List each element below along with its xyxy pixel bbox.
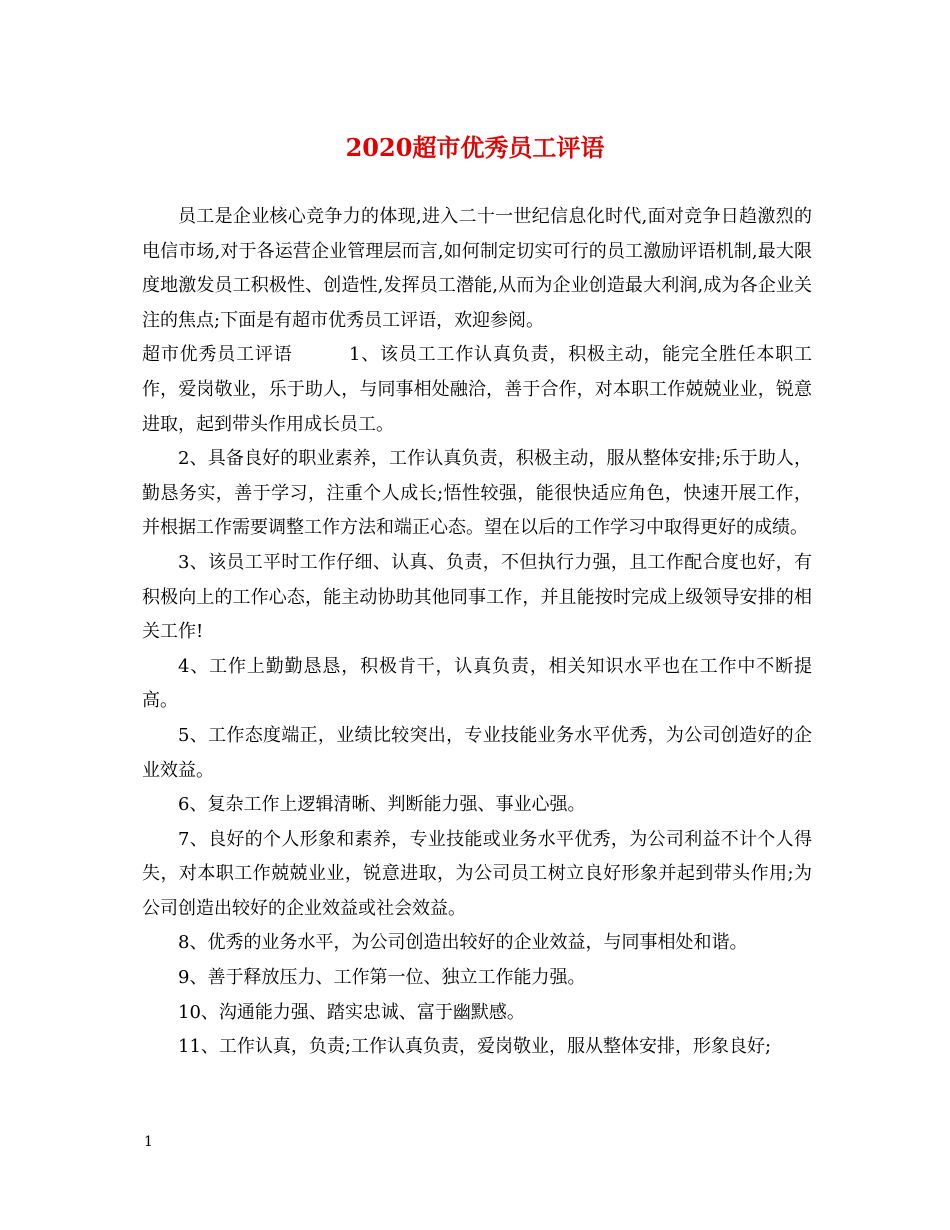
document-title: 2020超市优秀员工评语 bbox=[345, 133, 605, 162]
review-item-10: 10、沟通能力强、踏实忠诚、富于幽默感。 bbox=[178, 1001, 525, 1023]
review-item-8: 8、优秀的业务水平，为公司创造出较好的企业效益，与同事相处和谐。 bbox=[178, 932, 748, 954]
review-item-5: 5、工作态度端正，业绩比较突出，专业技能业务水平优秀，为公司创造好的企业效益。 bbox=[142, 724, 812, 781]
review-item-2: 2、具备良好的职业素养，工作认真负责，积极主动，服从整体安排;乐于助人，勤恳务实，善于学习，注重个人成长;悟性较强，能很快适应角色，快速开展工作，并根据工作需要调整工作方法和端正心态。望在以后的工作学习中取得更好的成绩。 bbox=[142, 448, 812, 539]
review-item-1: 超市优秀员工评语 1、该员工工作认真负责，积极主动，能完全胜任本职工作，爱岗敬业，乐于助人，与同事相处融洽，善于合作，对本职工作兢兢业业，锐意进取，起到带头作用成长员工。 bbox=[142, 344, 812, 435]
review-item-3: 3、该员工平时工作仔细、认真、负责，不但执行力强，且工作配合度也好，有积极向上的工作心态，能主动协助其他同事工作，并且能按时完成上级领导安排的相关工作! bbox=[142, 551, 812, 643]
review-item-7: 7、良好的个人形象和素养，专业技能或业务水平优秀，为公司利益不计个人得失，对本职工作兢兢业业，锐意进取，为公司员工树立良好形象并起到带头作用;为公司创造出较好的企业效益或社会效益。 bbox=[142, 828, 812, 919]
document-body bbox=[142, 200, 812, 1065]
review-item-6: 6、复杂工作上逻辑清晰、判断能力强、事业心强。 bbox=[178, 794, 586, 816]
review-item-4: 4、工作上勤勤恳恳，积极肯干，认真负责，相关知识水平也在工作中不断提高。 bbox=[142, 655, 812, 712]
page-number: 1 bbox=[144, 1134, 153, 1150]
review-item-9: 9、善于释放压力、工作第一位、独立工作能力强。 bbox=[178, 967, 586, 989]
intro-paragraph: 员工是企业核心竞争力的体现,进入二十一世纪信息化时代,面对竞争日趋激烈的电信市场,对于各运营企业管理层而言,如何制定切实可行的员工激励评语机制,最大限度地激发员工积极性、创造性,发挥员工潜能,从而为企业创造最大利润,成为各企业关注的焦点;下面是有超市优秀员工评语，欢迎参阅。 bbox=[142, 206, 812, 331]
review-item-11: 11、工作认真，负责;工作认真负责，爱岗敬业，服从整体安排，形象良好; bbox=[178, 1036, 772, 1058]
